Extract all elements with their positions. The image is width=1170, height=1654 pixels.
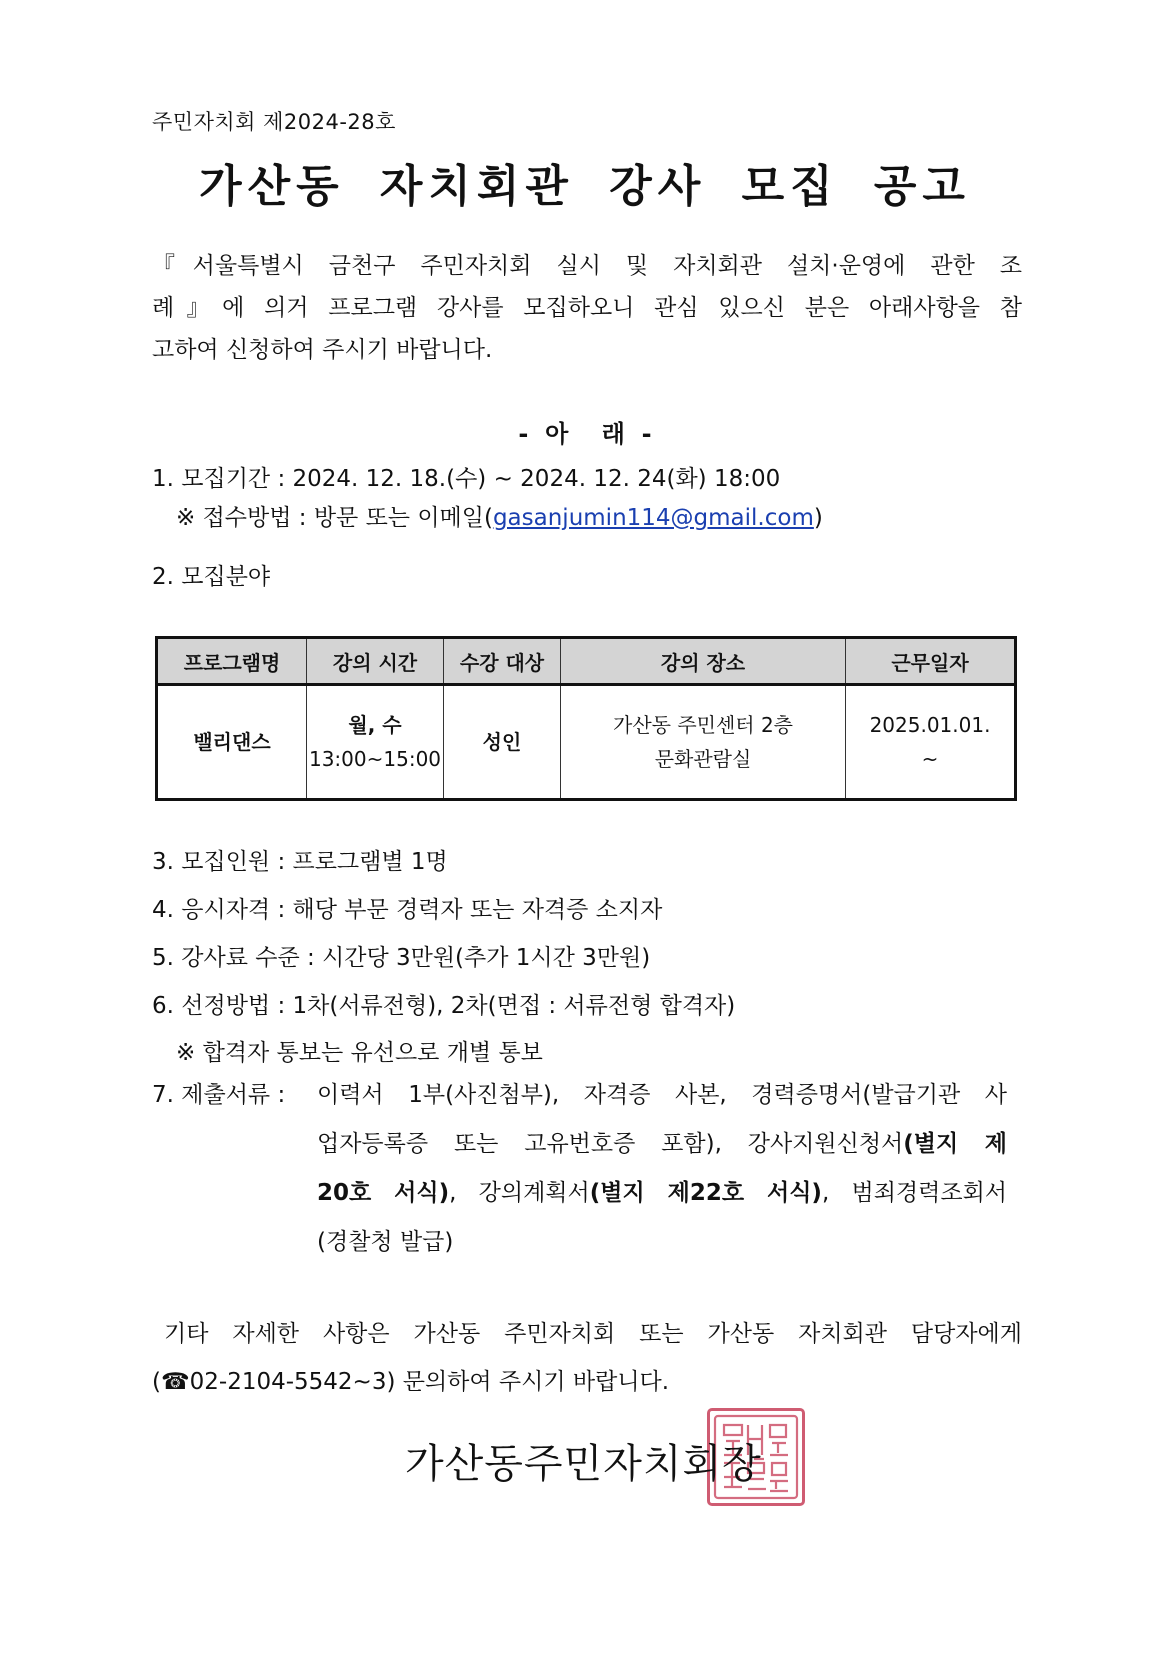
email-link[interactable]: gasanjumin114@gmail.com: [492, 505, 814, 531]
closing-paragraph: [152, 1310, 1022, 1406]
cell-target: 성인: [444, 685, 561, 800]
documents-line-3: [317, 1169, 1007, 1218]
item-recruit-period: 1. 모집기간 : 2024. 12. 18.(수) ~ 2024. 12. 24(화) 18:00: [152, 466, 781, 492]
documents-line-3-text-b: , 강의계획서: [449, 1180, 590, 1206]
documents-line-3-text-d: , 범죄경력조회서: [821, 1180, 1008, 1206]
cell-time-hours: 13:00~15:00: [308, 747, 442, 771]
item-recruit-field: 2. 모집분야: [152, 564, 271, 590]
cell-date-line2: ~: [921, 747, 939, 771]
recruit-table: [155, 636, 1017, 801]
header-program: 프로그램명: [157, 638, 307, 685]
intro-line-2: 례』에 의거 프로그램 강사를 모집하오니 관심 있으신 분은 아래사항을 참: [152, 295, 1022, 321]
item-selection-method: 6. 선정방법 : 1차(서류전형), 2차(면접 : 서류전형 합격자): [152, 993, 736, 1019]
header-target: 수강 대상: [444, 638, 561, 685]
documents-line-1: 이력서 1부(사진첨부), 자격증 사본, 경력증명서(발급기관 사: [317, 1082, 1007, 1108]
closing-line-2: (☎02-2104-5542~3) 문의하여 주시기 바랍니다.: [152, 1369, 670, 1395]
cell-place: [561, 685, 846, 800]
header-date: 근무일자: [846, 638, 1016, 685]
cell-date-line1: 2025.01.01.: [869, 713, 991, 737]
header-time: 강의 시간: [307, 638, 444, 685]
documents-line-4: (경찰청 발급): [317, 1229, 454, 1255]
documents-line-2: [317, 1120, 1007, 1169]
item-submission-method: [176, 499, 823, 532]
item-documents-label: 7. 제출서류 :: [152, 1082, 286, 1108]
item-pass-notice: ※ 합격자 통보는 유선으로 개별 통보: [176, 1040, 543, 1066]
submission-method-text: ※ 접수방법 : 방문 또는 이메일(: [176, 505, 493, 531]
page-title: 가산동 자치회관 강사 모집 공고: [199, 161, 971, 212]
item-qualification: 4. 응시자격 : 해당 부문 경력자 또는 자격증 소지자: [152, 897, 663, 923]
submission-method-close: ): [813, 505, 823, 531]
table-header-row: [157, 638, 1016, 685]
cell-place-line2: 문화관람실: [654, 747, 752, 771]
intro-line-3: 고하여 신청하여 주시기 바랍니다.: [152, 337, 493, 363]
item-documents-list: [317, 1071, 1007, 1267]
documents-line-2-text: 업자등록증 또는 고유번호증 포함), 강사지원신청서: [317, 1131, 904, 1157]
cell-program: 밸리댄스: [157, 685, 307, 800]
documents-line-2-bold: (별지 제: [903, 1131, 1007, 1157]
documents-line-3-bold-a: 20호 서식): [317, 1180, 450, 1206]
below-heading: - 아 래 -: [518, 420, 652, 448]
closing-line-1: 기타 자세한 사항은 가산동 주민자치회 또는 가산동 자치회관 담당자에게: [164, 1321, 1022, 1347]
intro-paragraph: [152, 245, 1022, 371]
documents-line-3-bold-c: (별지 제22호 서식): [589, 1180, 822, 1206]
cell-time-days: 월, 수: [348, 713, 402, 737]
header-place: 강의 장소: [561, 638, 846, 685]
cell-time: [307, 685, 444, 800]
item-recruit-count: 3. 모집인원 : 프로그램별 1명: [152, 849, 448, 875]
item-fee-level: 5. 강사료 수준 : 시간당 3만원(추가 1시간 3만원): [152, 945, 651, 971]
intro-line-1: 『서울특별시 금천구 주민자치회 실시 및 자치회관 설치·운영에 관한 조: [152, 253, 1022, 279]
document-number: 주민자치회 제2024-28호: [152, 110, 396, 134]
cell-date: [846, 685, 1016, 800]
table-row: [157, 685, 1016, 800]
cell-place-line1: 가산동 주민센터 2층: [613, 713, 793, 737]
signature-name: 가산동주민자치회장: [405, 1441, 762, 1487]
